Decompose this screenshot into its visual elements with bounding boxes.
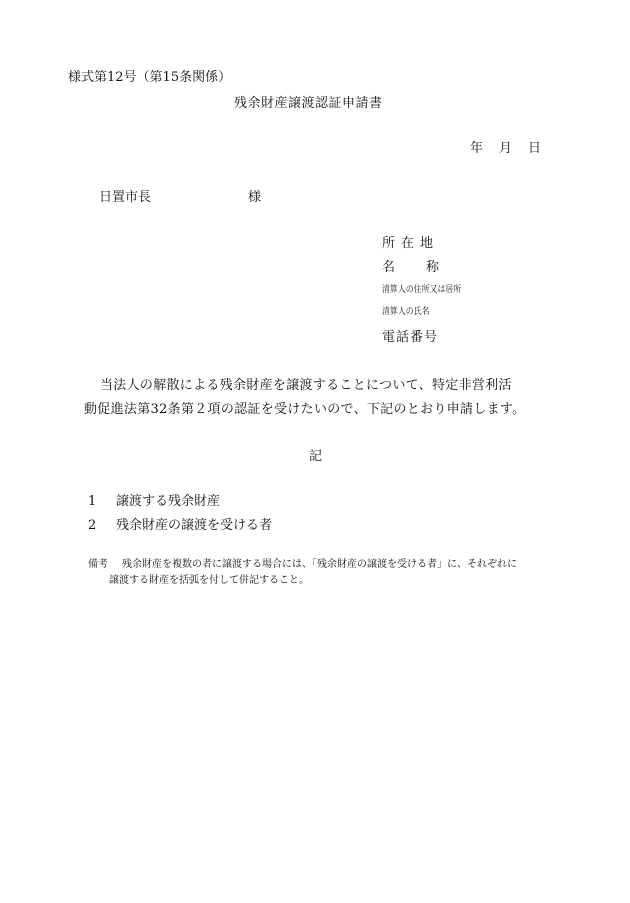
applicant-name-label [382,256,439,275]
application-body [84,374,525,422]
ki-heading: 記 [309,449,323,464]
remarks-line-1: 残余財産を複数の者に譲渡する場合には、「残余財産の譲渡を受ける者」に、それぞれに [122,559,517,570]
liquidator-address-label: 清算人の住所又は居所 [382,285,462,295]
list-item [88,514,272,533]
body-line-2: 動促進法第32条第２項の認証を受けたいので、下記のとおり申請します。 [84,402,526,417]
date-line [470,137,541,156]
item-text: 譲渡する残余財産 [116,494,221,509]
phone-number-label: 電話番号 [382,330,439,345]
addressee-name: 日置市長 [99,190,152,205]
body-line-1: 当法人の解散による残余財産を譲渡することについて、特定非営利活 [100,378,512,393]
item-text: 残余財産の譲渡を受ける者 [116,518,273,533]
remarks-line-2: 譲渡する財産を括弧を付して併記すること。 [109,575,309,586]
addressee-suffix: 様 [248,190,262,205]
item-number: 1 [88,494,97,509]
date-month-label: 月 [499,141,513,156]
applicant-name-char-2: 称 [426,260,440,275]
applicant-address-label: 所在地 [382,236,440,251]
liquidator-name-label: 清算人の氏名 [382,307,430,317]
date-day-label: 日 [528,141,542,156]
form-number: 様式第12号（第15条関係） [68,70,232,85]
item-number: 2 [88,518,97,533]
remarks-label: 備考 [88,559,108,570]
applicant-name-char-1: 名 [382,260,396,275]
list-item [88,490,220,509]
remarks [88,557,517,589]
document-title: 残余財産譲渡認証申請書 [234,96,383,111]
date-year-label: 年 [470,141,484,156]
